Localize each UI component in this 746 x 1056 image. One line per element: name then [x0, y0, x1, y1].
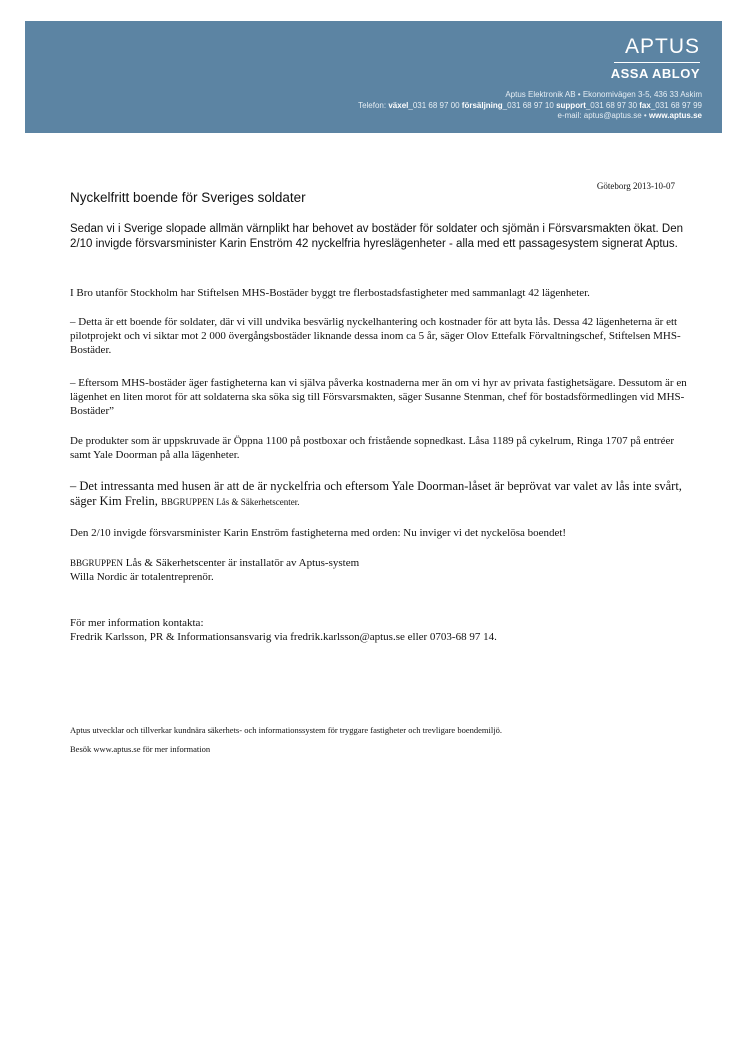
contact-details: Fredrik Karlsson, PR & Informationsansvarig via fredrik.karlsson@aptus.se eller 0703-68 97 14. [70, 631, 497, 643]
company-logo [611, 35, 700, 82]
lead-paragraph: Sedan vi i Sverige slopade allmän värnplikt har behovet av bostäder för soldater och sjömän i Försvarsmakten ökat. Den 2/10 invigde försvarsminister Karin Enström 42 nyckelfria hyreslägenheter - alla med ett passagesystem signerat Aptus. [70, 223, 684, 250]
letterhead-band [25, 21, 722, 133]
website-link[interactable]: www.aptus.se [648, 111, 702, 120]
address-line: Aptus Elektronik AB • Ekonomivägen 3-5, 436 33 Askim [505, 90, 702, 99]
phone-line: Telefon: växel_031 68 97 00 försäljning_031 68 97 10 support_031 68 97 30 fax_031 68 97 99 [358, 100, 702, 110]
footer-about: Aptus utvecklar och tillverkar kundnära säkerhets- och informationssystem för tryggare fastigheter och trevligare boendemiljö. [70, 725, 502, 735]
email-line: e-mail: aptus@aptus.se • www.aptus.se [557, 111, 702, 120]
logo-divider [614, 62, 700, 63]
document-date: Göteborg 2013-10-07 [596, 181, 675, 191]
contact-block [358, 90, 702, 122]
paragraph-2: – Detta är ett boende för soldater, där vi vill undvika besvärlig nyckelhantering och kostnader för att byta lås. Dessa 42 lägenheterna är ett pilotprojekt och vi siktar mot 2 000 övergångsbostäder liknande dessa inom ca 5 år, säger Olov Ettefalk Förvaltningschef, Stiftelsen MHS-Bostäder. [70, 316, 681, 356]
paragraph-3: – Eftersom MHS-bostäder äger fastigheterna kan vi själva påverka kostnaderna mer än om vi hyr av privata fastighetsägare. Dessutom är en lägenhet en liten morot för att soldaterna ska söka sig till Försvarsmakten, säger Susanne Stenman, chef för bostadsförmedlingen vid MHS-Bostäder” [70, 377, 687, 417]
paragraph-4: De produkter som är uppskruvade är Öppna 1100 på postboxar och fristående sopnedkast. Låsa 1189 på cykelrum, Ringa 1707 på entréer samt Yale Doorman på alla lägenheter. [70, 435, 675, 461]
footer-visit: Besök www.aptus.se för mer information [70, 744, 211, 754]
paragraph-1: I Bro utanför Stockholm har Stiftelsen MHS-Bostäder byggt tre flerbostadsfastigheter med sammanlagt 42 lägenheter. [70, 287, 590, 299]
company-name: BBGRUPPEN Lås & Säkerhetscenter. [160, 497, 300, 507]
paragraph-6: Den 2/10 invigde försvarsminister Karin Enström fastigheterna med orden: Nu inviger vi det nyckelösa boendet! [70, 527, 567, 539]
contact-section [70, 616, 690, 644]
contact-heading: För mer information kontakta: [70, 617, 204, 629]
document-title: Nyckelfritt boende för Sveriges soldater [70, 190, 306, 205]
aptus-logo-text: APTUS [624, 35, 700, 58]
paragraph-7: BBGRUPPEN Lås & Säkerhetscenter är installatör av Aptus-system Willa Nordic är totalentreprenör. [70, 557, 360, 583]
assa-abloy-logo-text: ASSA ABLOY [610, 66, 700, 81]
paragraph-5: – Det intressanta med husen är att de är nyckelfria och eftersom Yale Doorman-låset är beprövat var valet av lås inte svårt, säger Kim Frelin, BBGRUPPEN Lås & Säkerhetscenter. [70, 479, 682, 508]
